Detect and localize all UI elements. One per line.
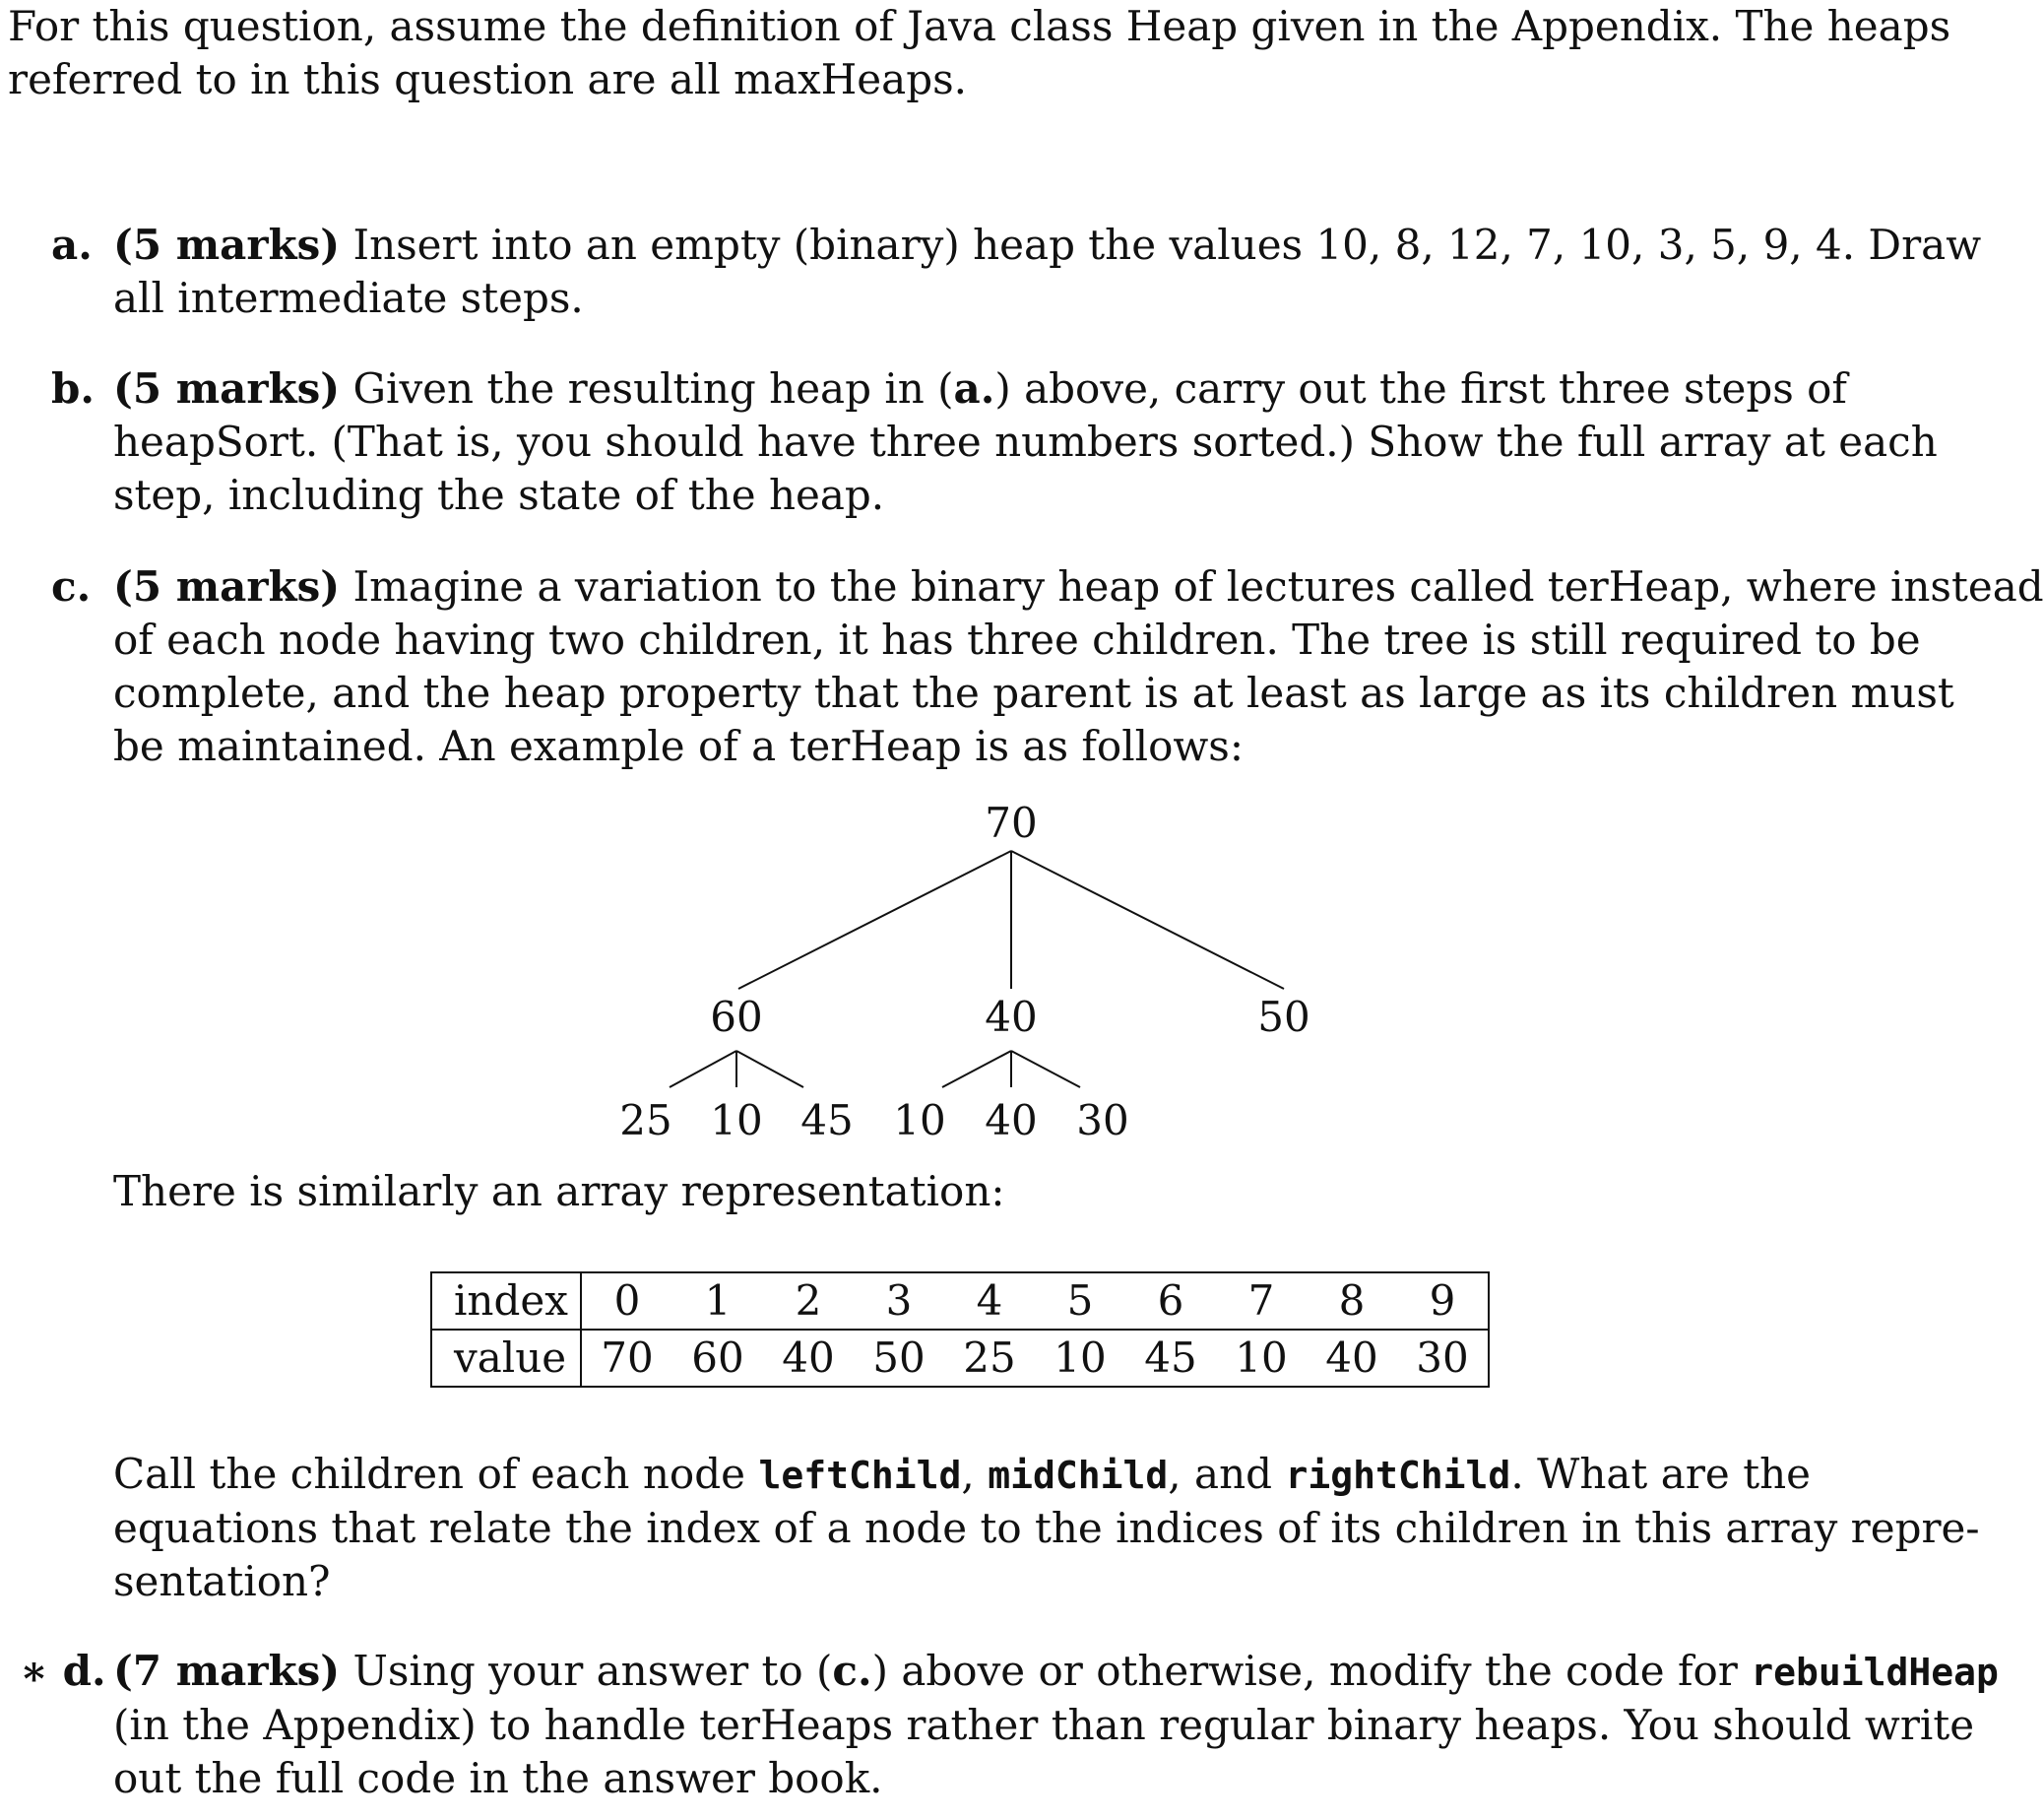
node-l1-2: 50 [1257, 993, 1310, 1041]
value-cell: 10 [1054, 1333, 1107, 1382]
array-index-row [431, 1272, 1489, 1330]
part-d-line-1a: Using your answer to ( [340, 1647, 833, 1695]
value-cell: 25 [963, 1333, 1016, 1382]
value-cell: 50 [872, 1333, 926, 1382]
edge-root-right [1011, 851, 1284, 989]
part-b-line-3: step, including the state of the heap. [113, 471, 885, 519]
value-cell: 45 [1144, 1333, 1197, 1382]
index-cell: 8 [1307, 1272, 1397, 1330]
array-value-row [431, 1330, 1489, 1387]
index-cell: 2 [763, 1272, 854, 1330]
index-cell: 5 [1035, 1272, 1125, 1330]
node-l1-1: 40 [985, 993, 1038, 1041]
intro-line-1: For this question, assume the definition of Java class Heap given in the Appendix. The heaps [8, 2, 1951, 50]
value-header: value [431, 1330, 581, 1387]
node-l1-0: 60 [710, 993, 763, 1041]
value-cell: 10 [1235, 1333, 1288, 1382]
part-b-line-1b: ) above, carry out the first three steps of [994, 364, 1847, 413]
part-c-q-sep-2: , and [1168, 1450, 1286, 1498]
edge-40-left [942, 1051, 1011, 1087]
index-cell: 9 [1397, 1272, 1489, 1330]
value-cell: 40 [1325, 1333, 1378, 1382]
part-a-label: a. [51, 221, 93, 269]
part-d-marks: (7 marks) [113, 1647, 341, 1695]
node-root: 70 [985, 799, 1038, 847]
part-a-line-1: Insert into an empty (binary) heap the values 10, 8, 12, 7, 10, 3, 5, 9, 4. Draw [340, 221, 1982, 269]
index-cell: 7 [1216, 1272, 1307, 1330]
index-cell: 1 [672, 1272, 763, 1330]
node-l2-0: 25 [619, 1096, 672, 1144]
value-cell: 60 [691, 1333, 744, 1382]
node-l2-2: 45 [800, 1096, 854, 1144]
edge-40-right [1011, 1051, 1080, 1087]
part-b-marks: (5 marks) [113, 364, 341, 413]
node-l2-3: 10 [893, 1096, 946, 1144]
part-c-label: c. [51, 562, 92, 611]
value-cell: 30 [1416, 1333, 1469, 1382]
part-d-ref: c. [832, 1647, 872, 1695]
part-c-line-2: of each node having two children, it has three children. The tree is still required to be [113, 616, 1921, 664]
index-cell: 4 [944, 1272, 1035, 1330]
part-c-line-3: complete, and the heap property that the parent is at least as large as its children must [113, 669, 1954, 717]
part-d-line-2: (in the Appendix) to handle terHeaps rather than regular binary heaps. You should write [113, 1701, 1975, 1749]
part-b-line-1a: Given the resulting heap in ( [340, 364, 954, 413]
part-c-q-line-1a: Call the children of each node [113, 1450, 759, 1498]
part-d-line-1b: ) above or otherwise, modify the code for [871, 1647, 1752, 1695]
part-d-text [113, 1645, 1999, 1805]
part-b-ref: a. [953, 364, 995, 413]
index-cell: 0 [581, 1272, 672, 1330]
part-a-line-2: all intermediate steps. [113, 274, 584, 322]
value-cell: 40 [782, 1333, 835, 1382]
value-cell: 70 [601, 1333, 654, 1382]
index-header: index [431, 1272, 581, 1330]
part-c-q-line-1b: . What are the [1510, 1450, 1812, 1498]
mid-child-term: midChild [988, 1454, 1169, 1497]
index-cell: 6 [1125, 1272, 1216, 1330]
array-intro [113, 1165, 1811, 1218]
edge-60-right [736, 1051, 803, 1087]
index-cell: 3 [854, 1272, 944, 1330]
array-table [430, 1271, 1490, 1388]
part-c-q-line-3: sentation? [113, 1557, 331, 1605]
right-child-term: rightChild [1285, 1454, 1511, 1497]
part-c-marks: (5 marks) [113, 562, 341, 611]
node-l2-1: 10 [710, 1096, 763, 1144]
edge-60-left [670, 1051, 736, 1087]
part-c-q-line-2: equations that relate the index of a node to the indices of its children in this array repre- [113, 1504, 1980, 1552]
node-l2-5: 30 [1076, 1096, 1129, 1144]
edge-root-left [738, 851, 1011, 989]
part-c-q-sep-1: , [961, 1450, 989, 1498]
part-b-label: b. [51, 364, 95, 413]
part-c-question [113, 1448, 1980, 1608]
node-l2-4: 40 [985, 1096, 1038, 1144]
part-c-line-1: Imagine a variation to the binary heap of lectures called terHeap, where instead [340, 562, 2044, 611]
part-b-line-2: heapSort. (That is, you should have three numbers sorted.) Show the full array at each [113, 418, 1938, 466]
part-d-label: ∗ d. [20, 1647, 106, 1695]
left-child-term: leftChild [758, 1454, 962, 1497]
part-c-line-4: be maintained. An example of a terHeap is as follows: [113, 722, 1245, 770]
part-a-marks: (5 marks) [113, 221, 341, 269]
part-d-line-3: out the full code in the answer book. [113, 1754, 883, 1802]
intro-line-2: referred to in this question are all maxHeaps. [8, 55, 967, 103]
array-intro-text: There is similarly an array representation: [113, 1167, 1005, 1215]
rebuild-heap-code: rebuildHeap [1751, 1651, 1999, 1694]
